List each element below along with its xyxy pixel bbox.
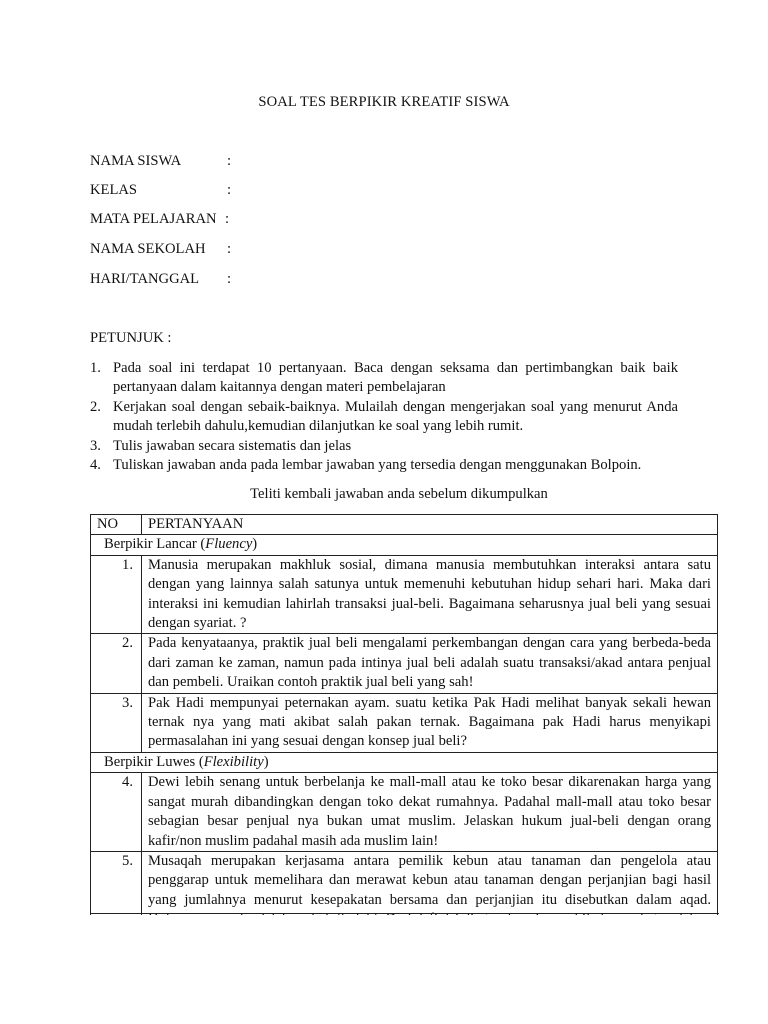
section-row [91,752,718,772]
field-colon: : [227,241,232,257]
column-header-pertanyaan: PERTANYAAN [142,515,718,535]
field-label: KELAS [90,182,138,198]
field-label: MATA PELAJARAN [90,211,217,227]
question-number: 4. [91,773,142,852]
table-row [91,693,718,752]
field-hari-tanggal [90,270,490,290]
table-header-row [91,515,718,535]
question-number: 1. [91,555,142,634]
section-label: Berpikir Lancar (Fluency) [91,535,718,555]
instruction-text: Pada soal ini terdapat 10 pertanyaan. Baca dengan seksama dan pertimbangkan baik baik pertanyaan dalam kaitannya dengan materi pembelajaran [113,360,678,396]
instruction-number: 4. [90,457,101,474]
instruction-item [90,456,678,475]
page-cutoff [0,915,768,1024]
field-label: NAMA SEKOLAH [90,241,206,257]
instruction-item [90,437,678,456]
section-row [91,535,718,555]
question-text: Dewi lebih senang untuk berbelanja ke mall-mall atau ke toko besar dikarenakan harga yang sangat murah dibandingkan dengan toko dekat rumahnya. Padahal mall-mall atau toko besar sebagian besar penjual nya bukan umat muslim. Jelaskan hukum jual-beli dengan orang kafir/non muslim padahal masih ada muslim lain! [142,773,718,852]
table-row [91,634,718,693]
question-text: Pak Hadi mempunyai peternakan ayam. suatu ketika Pak Hadi melihat banyak sekali hewan ternak nya yang mati akibat salah pakan ternak. Bagaimana pak Hadi harus menyikapi permasalahan ini yang sesuai dengan konsep jual beli? [142,693,718,752]
page-title: SOAL TES BERPIKIR KREATIF SISWA [258,94,510,110]
table-bottom-border [90,913,719,914]
field-mata-pelajaran [90,210,490,230]
field-label: NAMA SISWA [90,153,182,169]
field-nama-sekolah [90,240,490,260]
table-row [91,555,718,634]
question-text: Manusia merupakan makhluk sosial, dimana manusia membutuhkan interaksi antara satu dengan yang lainnya salah satunya untuk memenuhi kebutuhan hidup sehari hari. Maka dari interaksi ini kemudian lahirlah transaksi jual-beli. Bagaimana seharusnya jual beli yang sesuai dengan syariat. ? [142,555,718,634]
field-colon: : [227,271,232,287]
instruction-item [90,398,678,437]
question-text: Musaqah merupakan kerjasama antara pemilik kebun atau tanaman dan pengelola atau penggarap untuk memelihara dan merawat kebun atau tanaman dengan perjanjian bagi hasil yang jumlahnya menurut kesepakatan bersama dan perjanjian itu disebutkan dalam aqad. [142,851,718,949]
review-note: Teliti kembali jawaban anda sebelum dikumpulkan [250,486,548,502]
instruction-text: Kerjakan soal dengan sebaik-baiknya. Mulailah dengan mengerjakan soal yang menurut Anda mudah terlebih dahulu,kemudian dilanjutkan ke soal yang lebih rumit. [113,398,678,435]
instruction-item [90,359,678,398]
field-colon: : [227,182,232,198]
questions-table [90,514,718,950]
field-colon: : [227,153,232,169]
question-number: 2. [91,634,142,693]
instruction-number: 1. [90,360,101,376]
question-text: Pada kenyataanya, praktik jual beli mengalami perkembangan dengan cara yang berbeda-beda dari zaman ke zaman, namun pada intinya jual beli adalah suatu transaksi/akad antara penjual dan pembeli. Uraikan contoh praktik jual beli yang sah! [142,634,718,693]
instructions-heading: PETUNJUK : [90,330,172,346]
instruction-text: Tuliskan jawaban anda pada lembar jawaban yang tersedia dengan menggunakan Bolpoin. [113,457,642,474]
section-label: Berpikir Luwes (Flexibility) [91,752,718,772]
field-kelas [90,181,490,201]
instructions-list [90,359,678,475]
instruction-number: 2. [90,398,101,415]
field-label: HARI/TANGGAL [90,271,200,287]
instruction-text: Tulis jawaban secara sistematis dan jelas [113,437,352,454]
field-nama-siswa [90,152,490,172]
instruction-number: 3. [90,437,101,454]
question-number: 3. [91,693,142,752]
question-number: 5. [91,851,142,949]
table-row [91,773,718,852]
field-colon: : [225,211,230,227]
column-header-no: NO [91,515,142,535]
